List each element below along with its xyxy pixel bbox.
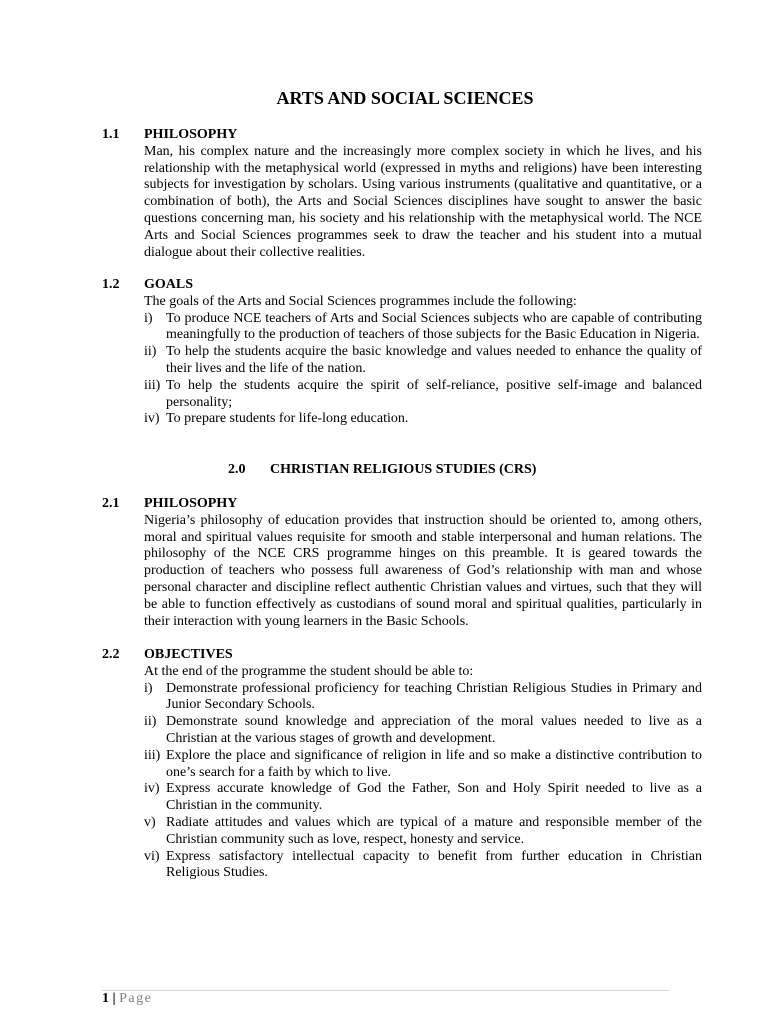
list-marker: ii) <box>144 714 157 730</box>
list-item <box>144 411 702 428</box>
section-heading: OBJECTIVES <box>144 647 233 662</box>
chapter-heading <box>228 462 536 478</box>
section-1-2 <box>102 277 702 428</box>
section-number: 1.2 <box>102 277 120 292</box>
document-title: ARTS AND SOCIAL SCIENCES <box>276 88 534 108</box>
chapter-number: 2.0 <box>228 462 246 477</box>
list-item <box>144 781 702 815</box>
list-marker: iii) <box>144 747 161 763</box>
list-item-text: Demonstrate professional proficiency for teaching Christian Religious Studies in Primary and Junior Secondary Schools. <box>166 680 702 713</box>
list-item-text: Radiate attitudes and values which are typical of a mature and responsible member of the Christian community such as love, respect, honesty and service. <box>166 814 702 847</box>
list-item-text: Demonstrate sound knowledge and appreciation of the moral values needed to live as a Christian at the various stages of growth and development. <box>166 714 702 746</box>
section-body <box>144 647 702 882</box>
list-item <box>144 681 702 715</box>
section-heading: GOALS <box>144 277 194 292</box>
list-marker: i) <box>144 680 153 696</box>
list-item-text: Express accurate knowledge of God the Father, Son and Holy Spirit needed to live as a Christian in the community. <box>166 781 702 814</box>
list-item <box>144 311 702 345</box>
objectives-list <box>144 681 702 883</box>
section-paragraph: Man, his complex nature and the increasingly more complex society in which he lives, and his relationship with the metaphysical world (expressed in myths and religions) have been interesting subjects for investigation by scholars. Using various instruments (qualitative and quantitative, or a combination of both), the Arts and Social Sciences disciplines have sought to answer the basic questions concerning man, his society and his relationship with the metaphysical world. The NCE Arts and Social Sciences programmes seek to draw the teacher and his student into a mutual dialogue about their collective realities. <box>144 143 702 260</box>
section-intro: At the end of the programme the student should be able to: <box>144 663 474 679</box>
list-marker: iii) <box>144 377 161 393</box>
list-item <box>144 714 702 748</box>
section-number: 1.1 <box>102 127 120 142</box>
list-item <box>144 378 702 412</box>
list-marker: iv) <box>144 411 160 427</box>
section-2-1 <box>102 496 702 630</box>
section-heading: PHILOSOPHY <box>144 496 238 511</box>
section-2-2 <box>102 647 702 882</box>
page-footer <box>102 990 670 1007</box>
section-body <box>144 277 702 428</box>
list-item <box>144 344 702 378</box>
chapter-title: CHRISTIAN RELIGIOUS STUDIES (CRS) <box>270 462 537 477</box>
section-number: 2.2 <box>102 647 120 662</box>
list-marker: vi) <box>144 848 160 864</box>
section-number: 2.1 <box>102 496 120 511</box>
section-paragraph: Nigeria’s philosophy of education provides that instruction should be oriented to, among others, moral and spiritual values requisite for smooth and stable interpersonal and human relations. The philosophy of the NCE CRS programme hinges on this preamble. It is geared towards the production of teachers who possess full awareness of God’s relationship with man and whose personal character and discipline reflect authentic Christian values and virtues, such that they will be able to function effectively as custodians of sound moral and spiritual qualities, particularly in their interaction with young learners in the Basic Schools. <box>144 512 702 629</box>
page-word: Page <box>119 991 153 1006</box>
list-item <box>144 815 702 849</box>
list-item <box>144 748 702 782</box>
list-marker: iv) <box>144 781 160 797</box>
section-intro: The goals of the Arts and Social Sciences programmes include the following: <box>144 293 577 309</box>
list-item-text: To prepare students for life-long education. <box>166 411 409 427</box>
section-1-1 <box>102 127 702 261</box>
footer-separator: | <box>109 991 120 1006</box>
list-item-text: To help the students acquire the basic knowledge and values needed to enhance the quality of their lives and the life of the nation. <box>166 344 702 376</box>
list-item <box>144 849 702 883</box>
list-marker: v) <box>144 814 156 830</box>
list-item-text: To help the students acquire the spirit of self-reliance, positive self-image and balanced personality; <box>166 377 702 410</box>
list-marker: ii) <box>144 344 157 360</box>
section-heading: PHILOSOPHY <box>144 127 238 142</box>
goals-list <box>144 311 702 429</box>
list-item-text: Explore the place and significance of religion in life and so make a distinctive contribution to one’s search for a faith by which to live. <box>166 747 702 780</box>
list-item-text: To produce NCE teachers of Arts and Social Sciences subjects who are capable of contributing meaningfully to the production of teachers of those subjects for the Basic Education in Nigeria. <box>166 310 702 343</box>
list-marker: i) <box>144 310 153 326</box>
page-number: 1 <box>102 991 109 1006</box>
list-item-text: Express satisfactory intellectual capacity to benefit from further education in Christian Religious Studies. <box>166 848 702 881</box>
